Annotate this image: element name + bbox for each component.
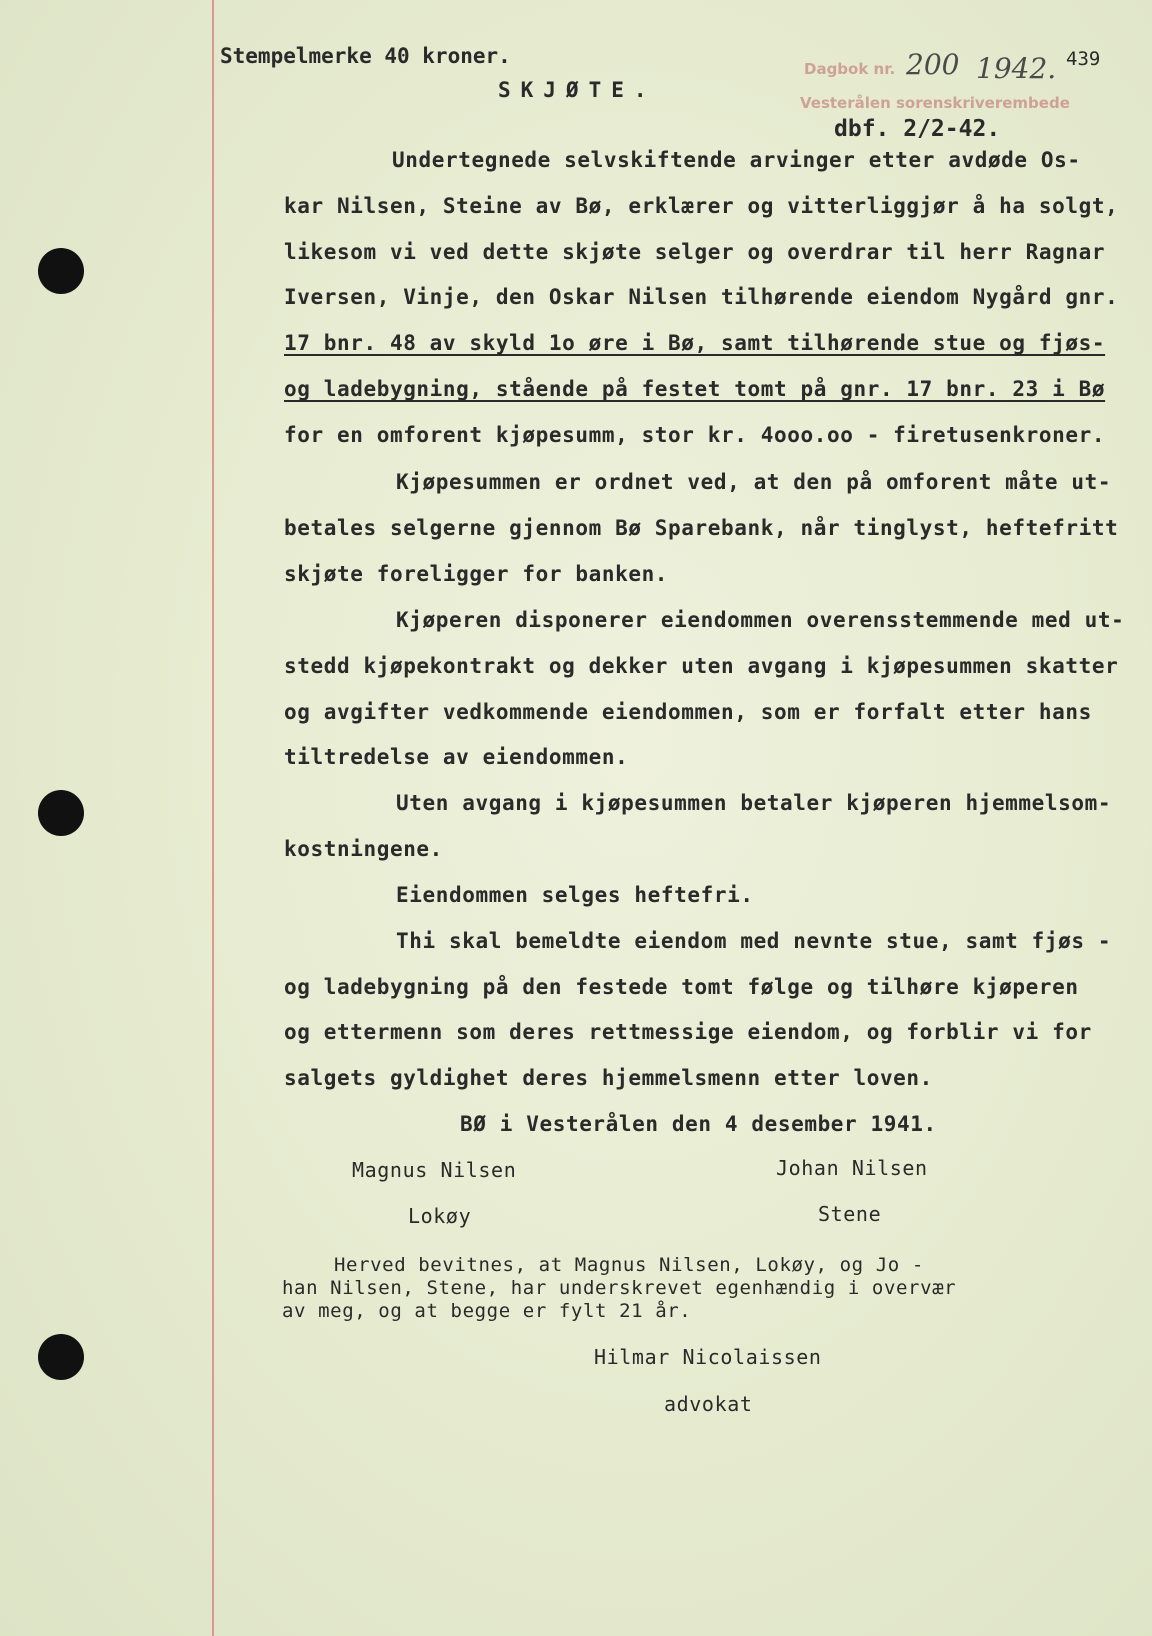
body-line: Kjøpesummen er ordnet ved, at den på omforent måte ut-: [396, 470, 1112, 494]
body-line-underlined: og ladebygning, stående på festet tomt på gnr. 17 bnr. 23 i Bø: [284, 377, 1106, 401]
body-line: Uten avgang i kjøpesummen betaler kjøperen hjemmelsom-: [396, 791, 1112, 815]
body-line: Eiendommen selges heftefri.: [396, 883, 754, 907]
body-line: salgets gyldighet deres hjemmelsmenn etter loven.: [284, 1066, 933, 1090]
attestation-line: Herved bevitnes, at Magnus Nilsen, Lokøy, og Jo -: [334, 1254, 924, 1276]
seller2-name: Johan Nilsen: [776, 1156, 928, 1180]
punch-hole-middle: [38, 790, 84, 836]
punch-hole-bottom: [38, 1334, 84, 1380]
registry-stamp-prefix: Dagbok nr.: [804, 60, 896, 78]
body-line: og ladebygning på den festede tomt følge og tilhøre kjøperen: [284, 975, 1079, 999]
body-line: Iversen, Vinje, den Oskar Nilsen tilhørende eiendom Nygård gnr.: [284, 285, 1119, 309]
attestation-line: han Nilsen, Stene, har underskrevet egenhændig i overvær: [282, 1277, 957, 1299]
body-line: for en omforent kjøpesumm, stor kr. 4ooo.oo - firetusenkroner.: [284, 423, 1106, 447]
body-line: og avgifter vedkommende eiendommen, som er forfalt etter hans: [284, 700, 1092, 724]
seller1-place: Lokøy: [408, 1204, 472, 1228]
body-line: kostningene.: [284, 837, 443, 861]
body-line: Kjøperen disponerer eiendommen overensstemmende med ut-: [396, 608, 1125, 632]
body-line: Undertegnede selvskiftende arvinger etter avdøde Os-: [392, 148, 1081, 172]
registry-stamp-office: Vesterålen sorenskriverembede: [800, 94, 1070, 112]
margin-rule: [212, 0, 214, 1636]
registry-stamp-year: 1942.: [976, 52, 1057, 85]
body-line: og ettermenn som deres rettmessige eiendom, og forblir vi for: [284, 1020, 1092, 1044]
place-date-line: BØ i Vesterålen den 4 desember 1941.: [460, 1112, 937, 1136]
seller2-place: Stene: [818, 1202, 882, 1226]
page-number: 439: [1066, 48, 1101, 70]
seller1-name: Magnus Nilsen: [352, 1158, 517, 1182]
registry-stamp-number: 200: [906, 48, 960, 81]
witness-title: advokat: [664, 1392, 753, 1416]
punch-hole-top: [38, 248, 84, 294]
body-line-underlined: 17 bnr. 48 av skyld 1o øre i Bø, samt tilhørende stue og fjøs-: [284, 331, 1106, 355]
stamp-duty-note: Stempelmerke 40 kroner.: [220, 44, 511, 68]
body-line: Thi skal bemeldte eiendom med nevnte stue, samt fjøs -: [396, 929, 1112, 953]
body-line: kar Nilsen, Steine av Bø, erklærer og vitterliggjør å ha solgt,: [284, 194, 1119, 218]
body-line: betales selgerne gjennom Bø Sparebank, når tinglyst, heftefritt: [284, 516, 1119, 540]
dbf-reference: dbf. 2/2-42.: [834, 116, 1001, 142]
body-line: likesom vi ved dette skjøte selger og overdrar til herr Ragnar: [284, 240, 1106, 264]
document-title: SKJØTE.: [498, 78, 657, 102]
body-line: skjøte foreligger for banken.: [284, 562, 669, 586]
witness-name: Hilmar Nicolaissen: [594, 1345, 822, 1369]
body-line: tiltredelse av eiendommen.: [284, 745, 629, 769]
body-line: stedd kjøpekontrakt og dekker uten avgang i kjøpesummen skatter: [284, 654, 1119, 678]
attestation-line: av meg, og at begge er fylt 21 år.: [282, 1300, 692, 1322]
